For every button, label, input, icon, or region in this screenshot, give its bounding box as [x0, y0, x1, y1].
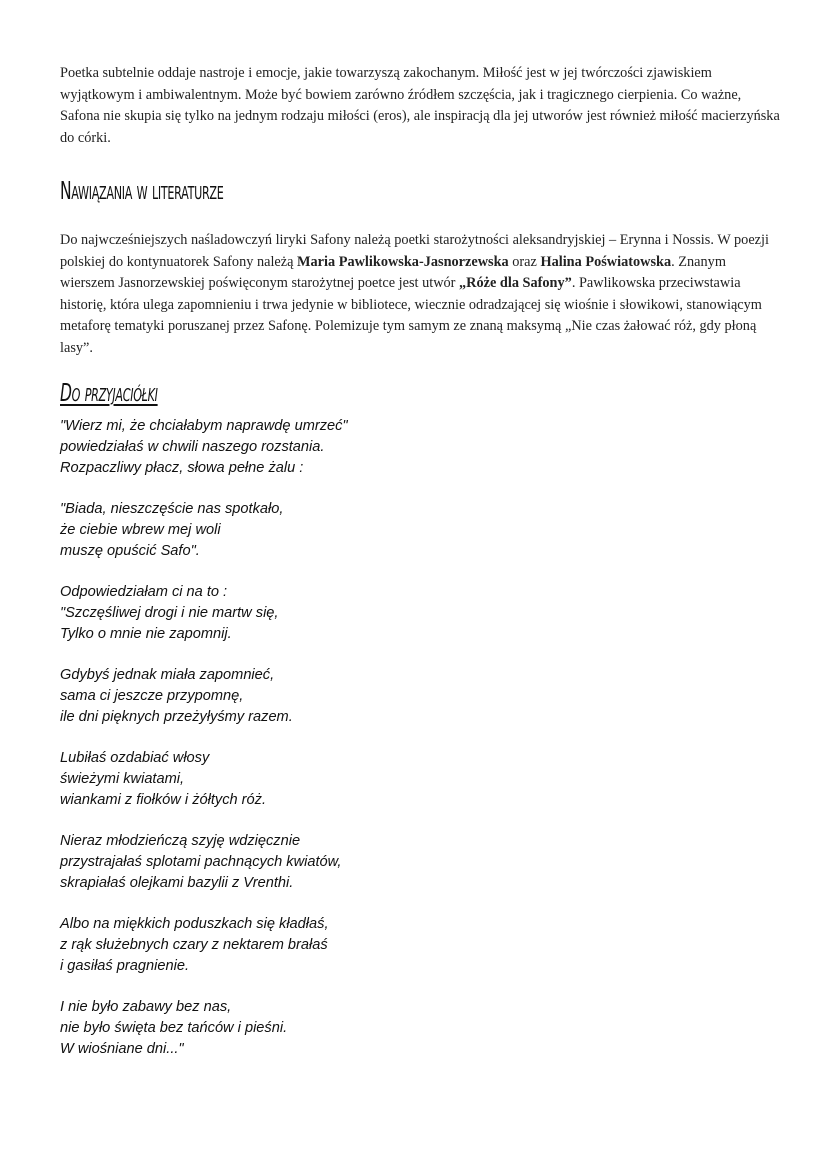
poem-line: przystrajałaś splotami pachnących kwiatów,	[60, 853, 342, 870]
poem-stanza	[60, 582, 348, 644]
intro-paragraph: Poetka subtelnie oddaje nastroje i emocje, jakie towarzyszą zakochanym. Miłość jest w jej twórczości zjawiskiem wyjątkowym i ambiwalentnym. Może być bowiem zarówno źródłem szczęścia, jak i tragicznego cierpienia. Co ważne, Safona nie skupia się tylko na jednym rodzaju miłości (eros), ale inspiracją dla jej utworów jest również miłość macierzyńska do córki.	[60, 65, 780, 146]
poem-line: Tylko o mnie nie zapomnij.	[60, 625, 232, 642]
bold-title: „Róże dla Safony”	[459, 275, 572, 291]
poem-line: świeżymi kwiatami,	[60, 770, 185, 787]
text: Do najwcześniejszych naśladowczyń liryki Safony należą poetki starożytności aleksandryjskiej – Erynna i Nossis. W poezji polskiej do kontynuatorek Safony należą	[60, 232, 769, 270]
bold-name: Maria Pawlikowska-Jasnorzewska	[297, 253, 509, 270]
poem-line: Lubiłaś ozdabiać włosy	[60, 750, 210, 766]
poem-line: Albo na miękkich poduszkach się kładłaś,	[60, 916, 329, 932]
poem-stanza	[60, 748, 348, 810]
poem-line: nie było święta bez tańców i pieśni.	[60, 1019, 288, 1036]
poem-line: "Wierz mi, że chciałabym naprawdę umrzeć"	[60, 418, 348, 434]
poem-line: W wiośniane dni..."	[60, 1040, 184, 1057]
poem-line: Odpowiedziałam ci na to :	[60, 584, 228, 600]
poem-line: skrapiałaś olejkami bazylii z Vrenthi.	[60, 874, 294, 891]
poem-line: Gdybyś jednak miała zapomnieć,	[60, 667, 275, 683]
section-heading-literature: Nawiązania w literaturze	[60, 176, 224, 205]
poem-line: ile dni pięknych przeżyłyśmy razem.	[60, 708, 293, 725]
poem-line: powiedziałaś w chwili naszego rozstania.	[60, 438, 325, 455]
poem-title: Do przyjaciółki	[60, 378, 158, 407]
poem-line: I nie było zabawy bez nas,	[60, 999, 232, 1015]
bold-name: Halina Poświatowska	[540, 253, 672, 270]
poem-line: Rozpaczliwy płacz, słowa pełne żalu :	[60, 459, 304, 476]
poem	[60, 416, 348, 1080]
poem-line: "Biada, nieszczęście nas spotkało,	[60, 501, 284, 517]
text: . Pawlikowska przeciwstawia historię, która ulega zapomnieniu i trwa jedynie w bibliotece, wiecznie odradzającej się wiośnie i słowikowi, stanowiącym metaforę tematyki poruszanej przez Safonę. Polemizuje tym samym ze znaną maksymą „Nie czas żałować róż, gdy płoną lasy”.	[60, 275, 762, 356]
text: oraz	[508, 253, 541, 270]
poem-line: z rąk służebnych czary z nektarem brałaś	[60, 936, 328, 953]
poem-line: "Szczęśliwej drogi i nie martw się,	[60, 604, 279, 621]
poem-line: sama ci jeszcze przypomnę,	[60, 687, 244, 704]
poem-stanza	[60, 914, 348, 976]
poem-stanza	[60, 499, 348, 561]
poem-line: i gasiłaś pragnienie.	[60, 957, 189, 974]
poem-stanza	[60, 665, 348, 727]
text: . Znanym wierszem Jasnorzewskiej poświęconym starożytnej poetce jest utwór	[60, 253, 726, 291]
poem-line: muszę opuścić Safo".	[60, 542, 200, 559]
poem-line: że ciebie wbrew mej woli	[60, 521, 221, 538]
poem-line: Nieraz młodzieńczą szyję wdzięcznie	[60, 833, 301, 849]
literature-paragraph	[60, 230, 780, 359]
poem-line: wiankami z fiołków i żółtych róż.	[60, 791, 266, 808]
poem-stanza	[60, 831, 348, 893]
poem-stanza	[60, 997, 348, 1059]
poem-stanza	[60, 416, 348, 478]
